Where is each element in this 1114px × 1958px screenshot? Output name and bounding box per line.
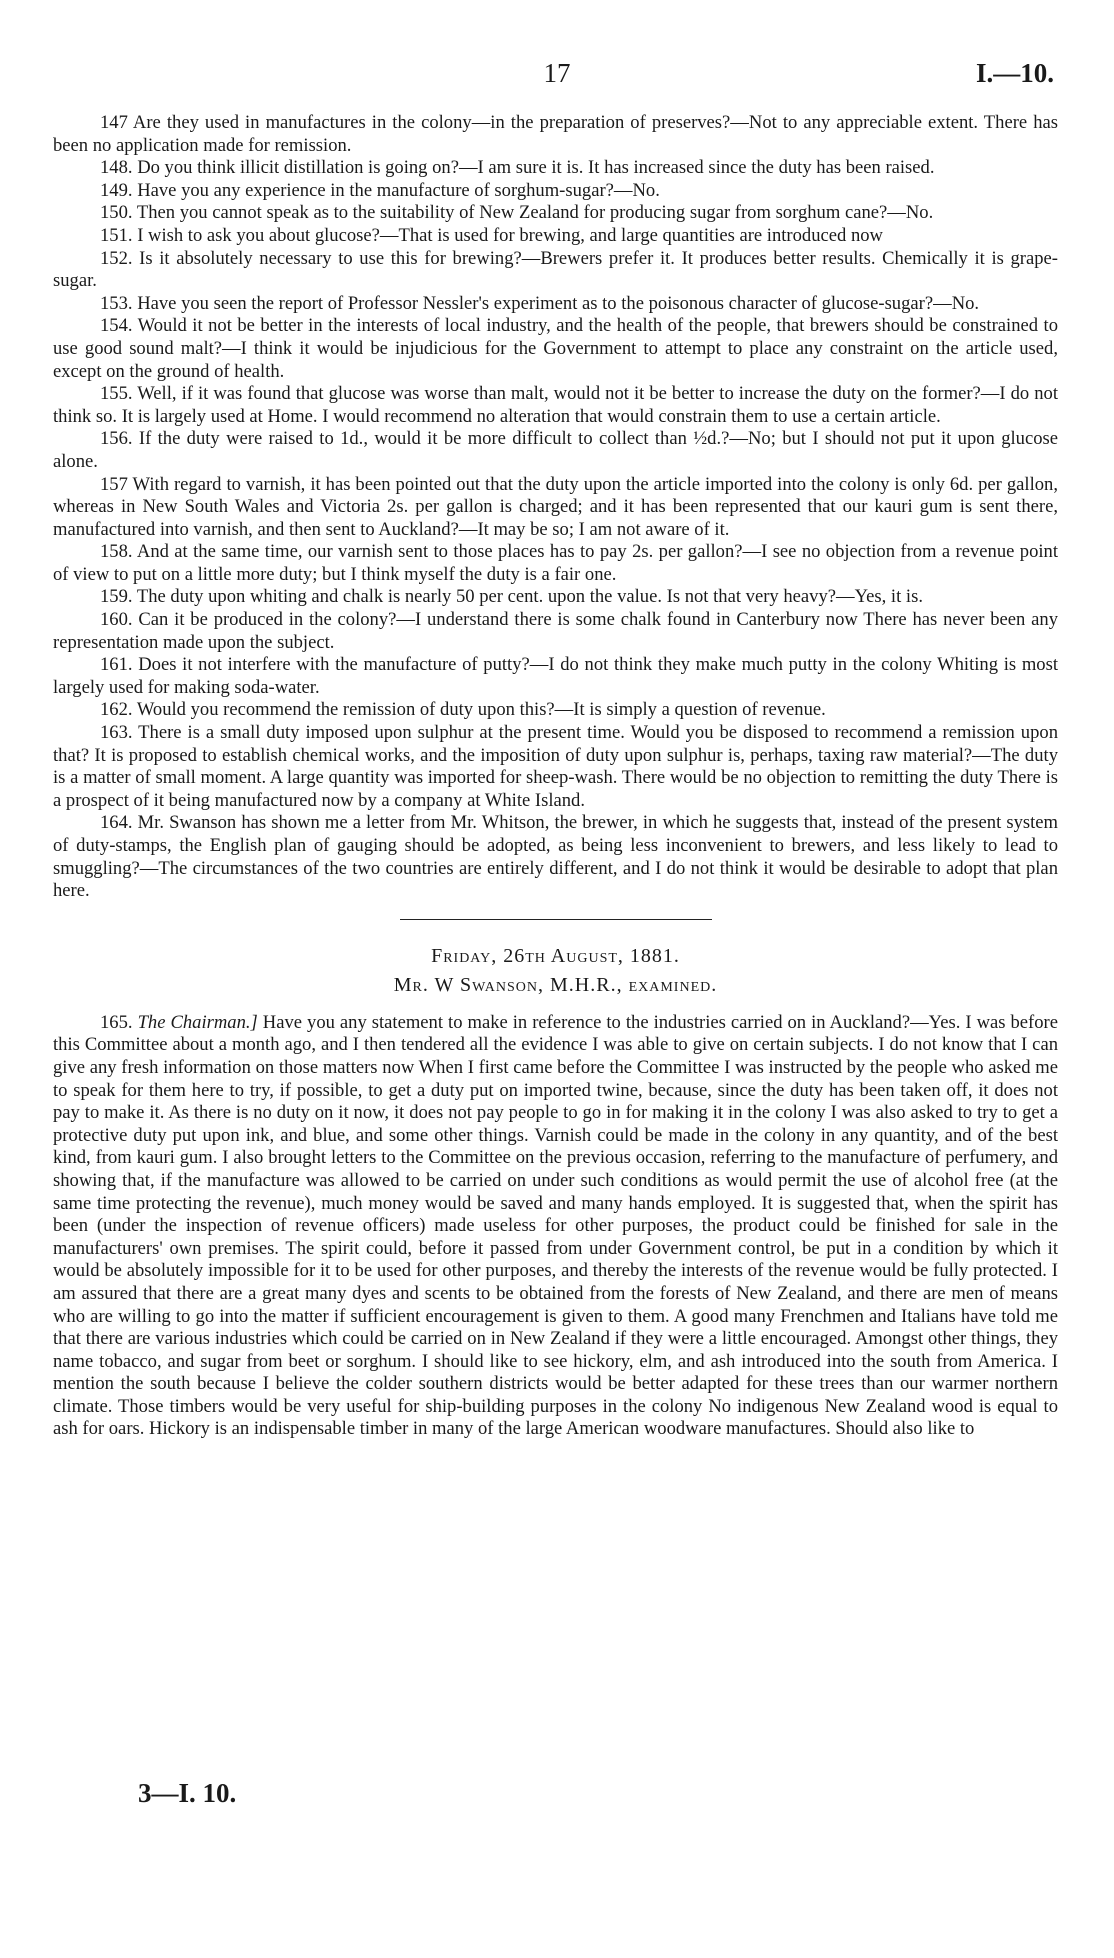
paragraph-165 bbox=[53, 1012, 1058, 1441]
evidence-paragraph: 152. Is it absolutely necessary to use this for brewing?—Brewers prefer it. It produces better results. Chemically it is grape-sugar. bbox=[53, 247, 1058, 292]
evidence-paragraph: 159. The duty upon whiting and chalk is nearly 50 per cent. upon the value. Is not that very heavy?—Yes, it is. bbox=[100, 586, 923, 608]
paragraph-text: Have you any statement to make in reference to the industries carried on in Auckland?—Yes. I was before this Committee about a month ago, and I then tendered all the evidence I was able to give on certain subjects. I do not know that I can give any fresh information on those matters now When I first came before the Committee I was instructed by the people who asked me to speak for them here to try, if possible, to get a duty put on imported twine, because, since the duty has been taken off, it does not pay to make it. As there is no duty on it now, it does not pay people to go in for making it in the colony I was also asked to try to get a protective duty put upon ink, and blue, and some other things. Varnish could be made in the colony in any quantity, and of the best kind, from kauri gum. I also brought letters to the Committee on the previous occasion, referring to the manufacture of perfumery, and showing that, if the manufacture was allowed to be carried on under such conditions as would permit the use of alcohol free (at the same time protecting the revenue), much money would be saved and many hands employed. It is suggested that, when the spirit has been (under the inspection of revenue officers) made useless for other purposes, the product could be finished for sale in the manufacturers' own premises. The spirit could, before it passed from under Government control, be put in a condition by which it would be absolutely impossible for it to be used for other purposes, and thereby the interests of the revenue would be fully protected. I am assured that there are a great many dyes and scents to be obtained from the forests of New Zealand, and there are men of means who are willing to go into the matter if sufficient encouragement is given to them. A good many Frenchmen and Italians have told me that there are various industries which could be carried on in New Zealand if they were a little encouraged. Amongst other things, they name tobacco, and sugar from beet or sorghum. I should like to see hickory, elm, and ash introduced into the south from America. I mention the south because I believe the colder southern districts would be better adapted for these trees than our warmer northern climate. Those timbers would be very useful for ship-building purposes in the colony No indigenous New Zealand wood is equal to ash for oars. Hickory is an indispensable timber in many of the large American woodware manufactures. Should also like to bbox=[53, 1011, 1058, 1440]
evidence-paragraph: 162. Would you recommend the remission of duty upon this?—It is simply a question of revenue. bbox=[100, 699, 826, 721]
evidence-paragraph: 150. Then you cannot speak as to the suitability of New Zealand for producing sugar from sorghum cane?—No. bbox=[100, 202, 934, 224]
document-reference: I.—10. bbox=[975, 58, 1054, 88]
evidence-paragraph: 155. Well, if it was found that glucose was worse than malt, would not it be better to increase the duty on the former?—I do not think so. It is largely used at Home. I would recommend no alteration that would constrain them to use a certain article. bbox=[53, 383, 1058, 427]
page-signature: 3—I. 10. bbox=[138, 1778, 237, 1808]
paragraph-number: 165. bbox=[100, 1011, 133, 1033]
witness-heading-text: Mr. W Swanson, M.H.R., examined. bbox=[393, 973, 718, 996]
evidence-paragraph: 154. Would it not be better in the interests of local industry, and the health of the people, that brewers should be constrained to use good sound malt?—I think it would be injudicious for the Government to attempt to place any constraint on the article used, except on the ground of health. bbox=[53, 315, 1058, 382]
evidence-paragraph: 157 With regard to varnish, it has been pointed out that the duty upon the article imported into the colony is only 6d. per gallon, whereas in New South Wales and Victoria 2s. per gallon is charged; and it has been represented that our kauri gum is sent there, manufactured into varnish, and then sent to Auckland?—It may be so; I am not aware of it. bbox=[53, 473, 1058, 540]
page-number: 17 bbox=[543, 58, 571, 88]
evidence-paragraph: 156. If the duty were raised to 1d., would it be more difficult to collect than ½d.?—No; but I should not put it upon glucose alone. bbox=[53, 428, 1058, 472]
evidence-paragraph: 147 Are they used in manufactures in the colony—in the preparation of preserves?—Not to any appreciable extent. There has been no application made for remission. bbox=[53, 112, 1058, 156]
evidence-paragraph: 148. Do you think illicit distillation is going on?—I am sure it is. It has increased since the duty has been raised. bbox=[100, 157, 935, 179]
evidence-paragraph: 151. I wish to ask you about glucose?—That is used for brewing, and large quantities are introduced now bbox=[100, 224, 883, 246]
evidence-paragraphs bbox=[53, 112, 1058, 903]
evidence-paragraph: 164. Mr. Swanson has shown me a letter from Mr. Whitson, the brewer, in which he suggests that, instead of the present system of duty-stamps, the English plan of gauging should be adopted, as being less inconvenient to brewers, and less likely to lead to smuggling?—The circumstances of the two countries are entirely different, and I do not think it would be desirable to adopt that plan here. bbox=[53, 812, 1058, 902]
witness-heading bbox=[53, 971, 1058, 1000]
evidence-paragraph: 153. Have you seen the report of Professor Nessler's experiment as to the poisonous character of glucose-sugar?—No. bbox=[100, 292, 980, 314]
evidence-paragraph: 163. There is a small duty imposed upon sulphur at the present time. Would you be disposed to recommend a remission upon that? It is proposed to establish chemical works, and the imposition of duty upon sulphur is, perhaps, taxing raw material?—The duty is a matter of small moment. A large quantity was imported for sheep-wash. There would be no objection to remitting the duty There is a prospect of it being manufactured now by a company at White Island. bbox=[53, 722, 1058, 811]
evidence-paragraph: 158. And at the same time, our varnish sent to those places has to pay 2s. per gallon?—I see no objection from a revenue point of view to put on a little more duty; but I think myself the duty is a fair one. bbox=[53, 541, 1058, 585]
section-divider bbox=[400, 919, 712, 920]
evidence-paragraph: 161. Does it not interfere with the manufacture of putty?—I do not think they make much putty in the colony Whiting is most largely used for making soda-water. bbox=[53, 654, 1058, 698]
speaker-label: The Chairman.] bbox=[137, 1011, 258, 1033]
evidence-paragraph: 160. Can it be produced in the colony?—I understand there is some chalk found in Canterbury now There has never been any representation made upon the subject. bbox=[53, 609, 1058, 653]
evidence-paragraph: 149. Have you any experience in the manufacture of sorghum-sugar?—No. bbox=[100, 179, 660, 201]
date-heading: Friday, 26th August, 1881. bbox=[431, 944, 680, 967]
body-text bbox=[53, 112, 1058, 1441]
